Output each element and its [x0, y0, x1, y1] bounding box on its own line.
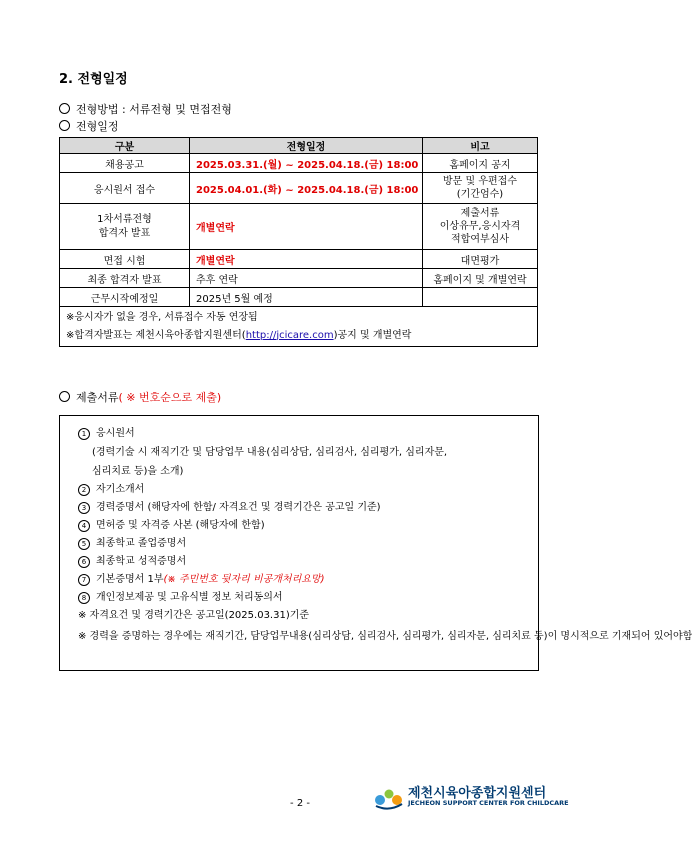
note-auto-extend: ※응시자가 없을 경우, 서류접수 자동 연장됨	[66, 311, 258, 323]
table-row	[60, 269, 538, 288]
row-schedule: 추후 연락	[190, 269, 423, 288]
row-category: 응시원서 접수	[60, 173, 190, 204]
row-note: 대면평가	[423, 250, 538, 269]
method-text: 전형방법 : 서류전형 및 면접전형	[76, 103, 232, 116]
number-badge: 5	[78, 538, 90, 550]
footnote: ※ 자격요건 및 경력기간은 공고일(2025.03.31)기준	[78, 610, 310, 621]
page-number: - 2 -	[290, 798, 310, 809]
table-row	[60, 250, 538, 269]
circle-bullet-icon	[59, 391, 70, 402]
method-line	[59, 101, 232, 117]
schedule-label: 전형일정	[76, 120, 119, 133]
item-text: 경력증명서 (해당자에 한함/ 자격요건 및 경력기간은 공고일 기준)	[96, 502, 381, 513]
row-schedule: 개별연락	[190, 204, 423, 250]
footnote: ※ 경력을 증명하는 경우에는 재직기간, 담당업무내용(심리상담, 심리검사, 심리평가, 심리자문, 심리치료 등)이 명시적으로 기재되어 있어야함	[78, 631, 692, 642]
item-text: 기본증명서 1부	[96, 574, 164, 585]
list-item	[78, 425, 536, 443]
row-category: 면접 시험	[60, 250, 190, 269]
item-text: 면허증 및 자격증 사본 (해당자에 한함)	[96, 520, 265, 531]
table-header-row	[60, 138, 538, 154]
number-badge: 1	[78, 428, 90, 440]
table-notes	[60, 307, 538, 347]
section-title: 2. 전형일정	[59, 72, 128, 87]
row-category: 근무시작예정일	[60, 288, 190, 307]
row-category: 채용공고	[60, 154, 190, 173]
documents-heading	[59, 389, 221, 405]
logo-mark-icon	[372, 782, 406, 810]
row-note	[423, 288, 538, 307]
list-item	[78, 499, 536, 517]
list-item-detail: (경력기술 시 재직기간 및 담당업무 내용(심리상담, 심리검사, 심리평가, 심리자문,	[92, 447, 448, 458]
list-item	[78, 589, 536, 607]
circle-bullet-icon	[59, 120, 70, 131]
table-row	[60, 173, 538, 204]
number-badge: 8	[78, 592, 90, 604]
row-category: 최종 합격자 발표	[60, 269, 190, 288]
documents-label: 제출서류	[76, 391, 119, 404]
table-row	[60, 204, 538, 250]
row-schedule: 개별연락	[190, 250, 423, 269]
row-category: 1차서류전형 합격자 발표	[60, 204, 190, 250]
note-announcement	[66, 327, 534, 345]
schedule-table	[59, 137, 538, 347]
item-text: 개인정보제공 및 고유식별 정보 처리동의서	[96, 592, 283, 603]
row-schedule: 2025.03.31.(월) ~ 2025.04.18.(금) 18:00	[190, 154, 423, 173]
row-note: 방문 및 우편접수 (기간엄수)	[423, 173, 538, 204]
header-schedule: 전형일정	[190, 138, 423, 154]
list-item	[78, 571, 536, 589]
note-announcement-post: )공지 및 개별연락	[333, 329, 412, 341]
number-badge: 6	[78, 556, 90, 568]
list-item	[78, 481, 536, 499]
org-name-en: JECHEON SUPPORT CENTER FOR CHILDCARE	[408, 799, 569, 807]
documents-list	[78, 425, 692, 646]
org-name-ko: 제천시육아종합지원센터	[408, 786, 547, 801]
documents-label-note: ( ※ 번호순으로 제출)	[118, 391, 222, 404]
item-text: 자기소개서	[96, 484, 145, 495]
homepage-link[interactable]: http://jcicare.com	[245, 329, 334, 341]
header-note: 비고	[423, 138, 538, 154]
table-row	[60, 154, 538, 173]
number-badge: 2	[78, 484, 90, 496]
row-note: 홈페이지 및 개별연락	[423, 269, 538, 288]
row-schedule: 2025년 5월 예정	[190, 288, 423, 307]
item-note: (※ 주민번호 뒷자리 비공개처리요망)	[163, 574, 325, 585]
list-item	[78, 535, 536, 553]
circle-bullet-icon	[59, 103, 70, 114]
number-badge: 4	[78, 520, 90, 532]
note-announcement-pre: ※합격자발표는 제천시육아종합지원센터(	[66, 329, 246, 341]
item-text: 최종학교 성적증명서	[96, 556, 187, 567]
list-item-detail: 심리치료 등)을 소개)	[92, 466, 184, 477]
schedule-label-line	[59, 118, 119, 134]
list-item	[78, 517, 536, 535]
org-logo	[372, 782, 572, 812]
list-item	[78, 553, 536, 571]
number-badge: 3	[78, 502, 90, 514]
number-badge: 7	[78, 574, 90, 586]
item-text: 최종학교 졸업증명서	[96, 538, 187, 549]
row-note: 홈페이지 공지	[423, 154, 538, 173]
row-schedule: 2025.04.01.(화) ~ 2025.04.18.(금) 18:00	[190, 173, 423, 204]
item-text: 응시원서	[96, 428, 135, 439]
table-notes-row	[60, 307, 538, 347]
header-category: 구분	[60, 138, 190, 154]
row-note: 제출서류 이상유무,응시자격 적합여부심사	[423, 204, 538, 250]
table-row	[60, 288, 538, 307]
